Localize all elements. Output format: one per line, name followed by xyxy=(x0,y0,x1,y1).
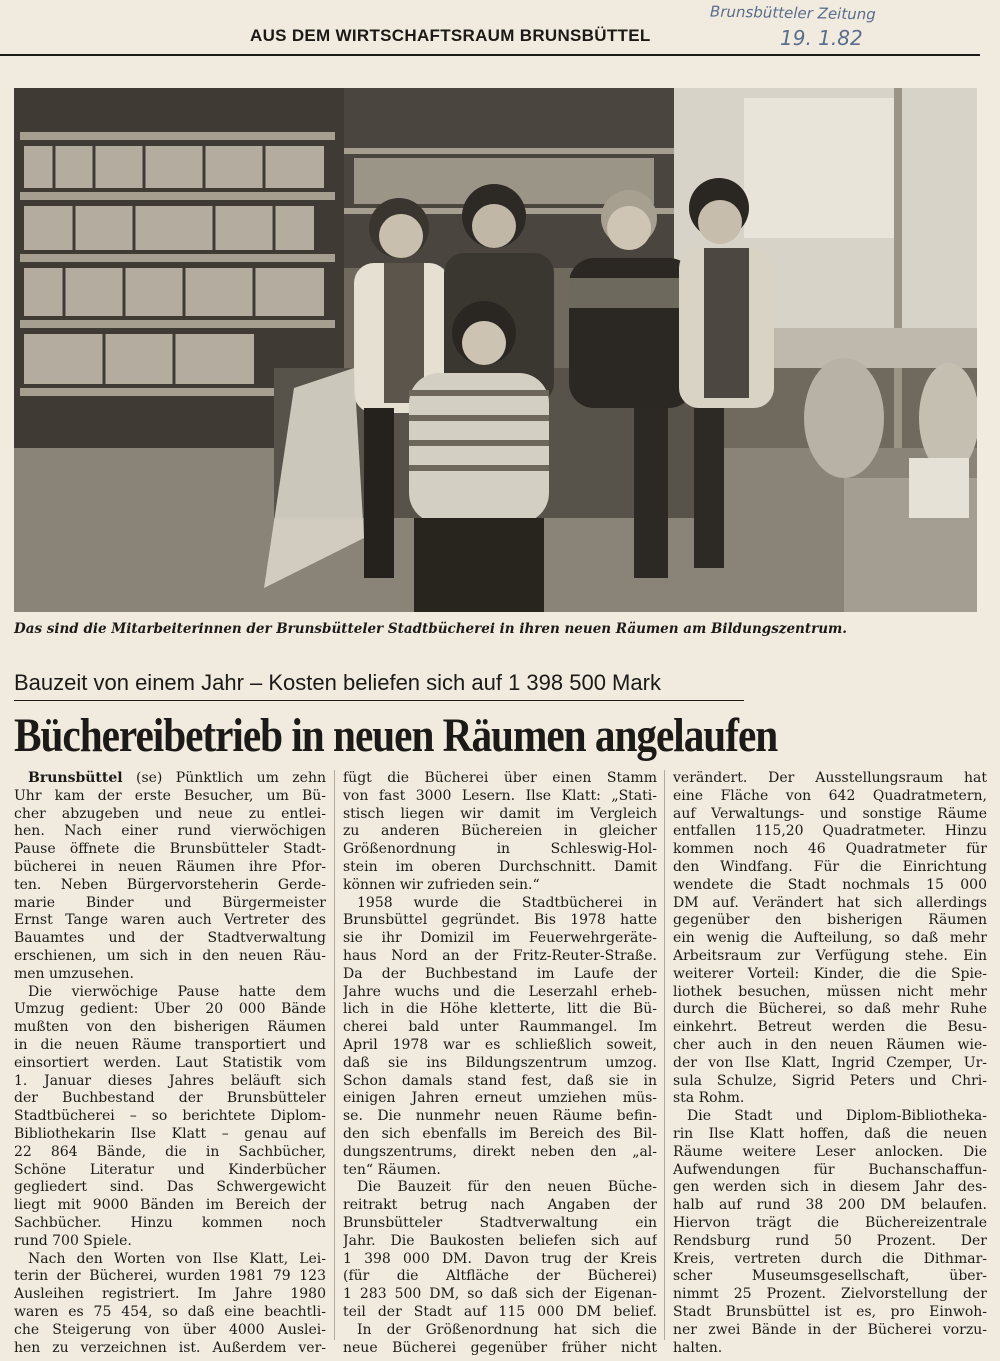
article-line: marie Binder und Bürgermeister xyxy=(14,894,326,911)
article-line: 1958 wurde die Stadtbücherei in xyxy=(357,894,657,911)
article-line: einigen Jahren erneut umziehen müs- xyxy=(343,1090,657,1107)
article-line: April 1978 war es schließlich soweit, xyxy=(343,1036,657,1053)
article-line: hen. Nach einer rund vierwöchigen xyxy=(14,823,326,840)
article-line: entfallen 115,20 Quadratmeter. Hinzu xyxy=(673,823,987,840)
article-line: der von Ilse Klatt, Ingrid Czemper, Ur- xyxy=(673,1054,987,1071)
header-rule xyxy=(0,54,980,56)
article-line: Stadtbücherei – so berichtete Diplom- xyxy=(14,1108,326,1125)
article-line: zu anderen Büchereien in gleicher xyxy=(343,823,657,840)
article-line: scher Museumsgesellschaft, über- xyxy=(673,1268,987,1285)
article-line: Da der Buchbestand im Laufe der xyxy=(343,965,657,982)
library-staff-photograph xyxy=(14,88,977,612)
article-line: Bauamtes und der Stadtverwaltung xyxy=(14,930,326,947)
article-line: Jahr. Die Baukosten beliefen sich auf xyxy=(343,1232,657,1249)
article-line: Ernst Tange waren auch Vertreter des xyxy=(14,912,326,929)
article-line: Ausleihen registriert. Im Jahre 1980 xyxy=(14,1286,326,1303)
article-line: wendete die Stadt nochmals 15 000 xyxy=(673,876,987,893)
article-line: cher abzugeben und neue zu entlei- xyxy=(14,805,326,822)
section-title: AUS DEM WIRTSCHAFTSRAUM BRUNSBÜTTEL xyxy=(250,26,651,45)
article-line: Schon damals stand fest, daß sie in xyxy=(343,1072,657,1089)
article-line: einsortiert werden. Laut Statistik vom xyxy=(14,1054,326,1071)
article-line: eine Fläche von 642 Quadratmetern, xyxy=(673,787,987,804)
article-line: Brunsbütteler Stadtverwaltung ein xyxy=(343,1214,657,1231)
article-line: durch die Bücherei, so daß mehr Ruhe xyxy=(673,1001,987,1018)
article-line: 1 283 500 DM, so daß sich der Eigenan- xyxy=(343,1286,657,1303)
article-subheadline: Bauzeit von einem Jahr – Kosten beliefen sich auf 1 398 500 Mark xyxy=(14,670,661,695)
article-line: von fast 3000 Lesern. Ilse Klatt: „Stati- xyxy=(343,787,657,804)
article-line: 1. Januar dieses Jahres beläuft sich xyxy=(14,1072,326,1089)
article-line: kommen noch 46 Quadratmeter für xyxy=(673,841,987,858)
article-line: haus Nord an der Fritz-Reuter-Straße. xyxy=(343,947,657,964)
article-line: Sachbücher. Hinzu kommen noch xyxy=(14,1214,326,1231)
column-divider xyxy=(334,770,335,1340)
article-column-2 xyxy=(343,770,657,1357)
article-line: lich in die Höhe kletterte, litt die Bü- xyxy=(343,1001,657,1018)
article-line: Nach den Worten von Ilse Klatt, Lei- xyxy=(28,1250,326,1267)
article-headline: Büchereibetrieb in neuen Räumen angelaufen xyxy=(14,709,778,762)
article-line: gegenüber den bisherigen Räumen xyxy=(673,912,987,929)
photo-caption: Das sind die Mitarbeiterinnen der Brunsbütteler Stadtbücherei in ihren neuen Räumen am Bildungszentrum. xyxy=(14,621,848,637)
article-line: Brunsbüttel gegründet. Bis 1978 hatte xyxy=(343,912,657,929)
article-line: men umzusehen. xyxy=(14,965,134,982)
article-line: Die Stadt und Diplom-Bibliotheka- xyxy=(687,1108,987,1125)
article-column-3 xyxy=(673,770,987,1357)
article-line: bücherei in neuen Räumen ihre Pfor- xyxy=(14,858,326,875)
article-line: Räume weitere Leser anlocken. Die xyxy=(673,1143,987,1160)
article-line: reitrakt betrug nach Angaben der xyxy=(343,1197,657,1214)
article-line: In der Größenordnung hat sich die xyxy=(357,1321,657,1338)
handwritten-source-note: Brunsbütteler Zeitung xyxy=(709,2,876,24)
article-line: Pause öffnete die Brunsbütteler Stadt- xyxy=(14,841,326,858)
section-header xyxy=(0,0,1000,58)
article-line: können wir zufrieden sein.“ xyxy=(343,876,540,893)
article-line: halten. xyxy=(673,1339,723,1356)
handwritten-date-note: 19. 1.82 xyxy=(780,26,863,50)
article-line: sie ihr Domizil im Feuerwehrgeräte- xyxy=(343,930,657,947)
article-line: Stadt Brunsbüttel ist es, pro Einwoh- xyxy=(673,1303,987,1320)
article-line: hen zu verzeichnen ist. Außerdem ver- xyxy=(14,1339,326,1356)
article-line: liothek besuchen, müssen nicht mehr xyxy=(673,983,987,1000)
article-line: (für die Altfläche der Bücherei) xyxy=(343,1268,657,1285)
article-line: DM auf. Verändert hat sich allerdings xyxy=(673,894,987,911)
article-line: Größenordnung in Schleswig-Hol- xyxy=(343,841,657,858)
article-line: ten“ Räumen. xyxy=(343,1161,441,1178)
article-line: sta Rohm. xyxy=(673,1090,745,1107)
article-line: waren es 75 454, so daß eine beachtli- xyxy=(14,1303,326,1320)
article-line: halb auf rund 38 200 DM belaufen. xyxy=(673,1197,987,1214)
article-line: terin der Bücherei, wurden 1981 79 123 xyxy=(14,1268,326,1285)
article-line: ein wenig die Aufteilung, so daß mehr xyxy=(673,930,987,947)
article-line: 22 864 Bände, die in Sachbücher, xyxy=(14,1143,326,1160)
article-line: der Buchbestand der Brunsbütteler xyxy=(14,1090,326,1107)
article-line: teil der Stadt auf 115 000 DM belief. xyxy=(343,1303,657,1320)
article-line: Die vierwöchige Pause hatte dem xyxy=(28,983,326,1000)
article-line: den sich ebenfalls im Bereich des Bil- xyxy=(343,1125,657,1142)
article-line: che Steigerung von über 4000 Auslei- xyxy=(14,1321,326,1338)
article-line: liegt mit 9000 Bänden im Bereich der xyxy=(14,1197,326,1214)
article-line: rin Ilse Klatt hoffen, daß die neuen xyxy=(673,1125,987,1142)
article-line: in die neuen Räume transportiert und xyxy=(14,1036,326,1053)
article-line: cherei bald unter Raummangel. Im xyxy=(343,1019,657,1036)
article-line: rund 700 Spiele. xyxy=(14,1232,132,1249)
article-line: Arbeitsraum zur Verfügung stehe. Ein xyxy=(673,947,987,964)
article-line: Schöne Literatur und Kinderbücher xyxy=(14,1161,326,1178)
article-line: ner zwei Bände in der Bücherei vorzu- xyxy=(673,1321,987,1338)
article-line: Bibliothekarin Ilse Klatt – genau auf xyxy=(14,1125,326,1142)
article-line: 1 398 000 DM. Davon trug der Kreis xyxy=(343,1250,657,1267)
article-line: erschienen, um sich in den neuen Räu- xyxy=(14,947,326,964)
article-line: Uhr kam der erste Besucher, um Bü- xyxy=(14,787,326,804)
article-line: verändert. Der Ausstellungsraum hat xyxy=(673,770,987,786)
article-line: Die Bauzeit für den neuen Büche- xyxy=(357,1179,657,1196)
article-line: se. Die nunmehr neuen Räume befin- xyxy=(343,1108,657,1125)
article-line: nimmt 25 Prozent. Zielvorstellung der xyxy=(673,1286,987,1303)
article-line: Jahre wuchs und die Leserzahl erheb- xyxy=(343,983,657,1000)
staff-photo xyxy=(14,88,977,612)
article-line: mußten von den bisherigen Räumen xyxy=(14,1019,326,1036)
article-line: stisch liegen wir damit im Vergleich xyxy=(343,805,657,822)
article-line: Brunsbüttel (se) Pünktlich um zehn xyxy=(28,770,326,786)
subheadline-rule xyxy=(14,700,744,701)
article-line: daß sie ins Bildungszentrum umzog. xyxy=(343,1054,657,1071)
article-line: neue Bücherei gegenüber früher nicht xyxy=(343,1339,657,1356)
article-line: fügt die Bücherei über einen Stamm xyxy=(343,770,657,786)
dateline: Brunsbüttel xyxy=(28,770,123,786)
article-line: ten. Neben Bürgervorsteherin Gerde- xyxy=(14,876,326,893)
article-line: gegliedert sind. Das Schwergewicht xyxy=(14,1179,326,1196)
article-line: auf Verwaltungs- und sonstige Räume xyxy=(673,805,987,822)
article-line: cher auch in den neuen Räumen wie- xyxy=(673,1036,987,1053)
article-line: stein im oberen Durchschnitt. Damit xyxy=(343,858,657,875)
article-line: einkehrt. Betreut werden die Besu- xyxy=(673,1019,987,1036)
article-line: Kreis, vertreten durch die Dithmar- xyxy=(673,1250,987,1267)
article-line: Umzug gedient: Über 20 000 Bände xyxy=(14,1001,326,1018)
article-line: weiterer Vorteil: Kinder, die die Spie- xyxy=(673,965,987,982)
column-divider xyxy=(664,770,665,1340)
article-column-1 xyxy=(14,770,326,1357)
article-line: Aufwendungen für Buchanschaffun- xyxy=(673,1161,987,1178)
article-line: Rendsburg rund 50 Prozent. Der xyxy=(673,1232,987,1249)
article-line: sula Schulze, Sigrid Peters und Chri- xyxy=(673,1072,987,1089)
article-line: Hiervon trägt die Büchereizentrale xyxy=(673,1214,987,1231)
article-line: den Windfang. Für die Einrichtung xyxy=(673,858,987,875)
article-line: gen werden sich in diesem Jahr des- xyxy=(673,1179,987,1196)
article-line: dungszentrums, direkt neben den „al- xyxy=(343,1143,657,1160)
